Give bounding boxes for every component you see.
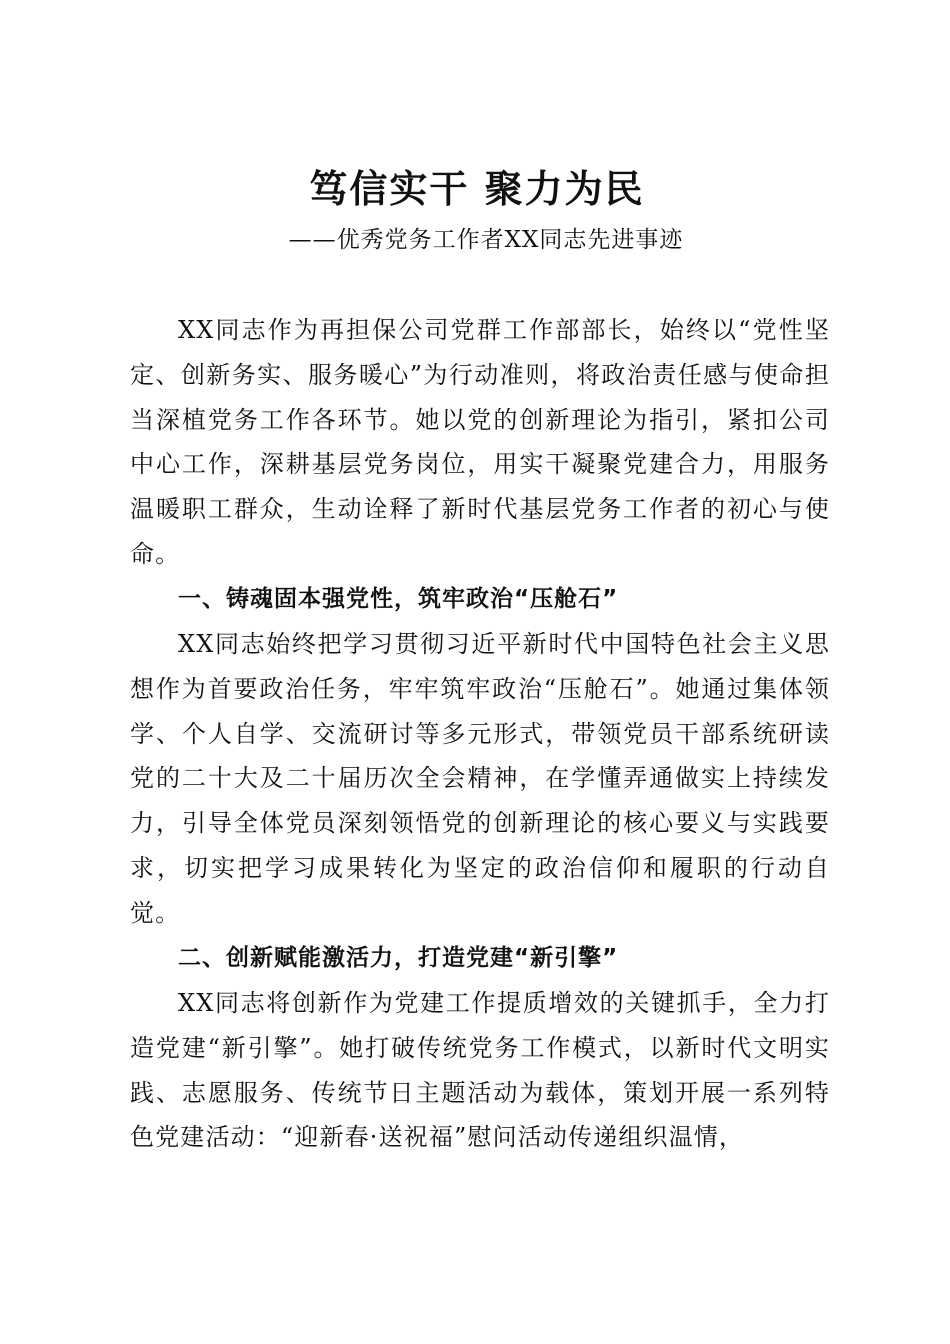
intro-paragraph: XX同志作为再担保公司党群工作部部长，始终以“党性坚定、创新务实、服务暖心”为行动准则，将政治责任感与使命担当深植党务工作各环节。她以党的创新理论为指引，紧扣公司中心工作，深耕基层党务岗位，用实干凝聚党建合力，用服务温暖职工群众，生动诠释了新时代基层党务工作者的初心与使命。 bbox=[130, 316, 830, 568]
document-title: 笃信实干 聚力为民 bbox=[309, 166, 645, 211]
section-2-heading: 二、创新赋能激活力，打造党建“新引擎” bbox=[178, 945, 619, 972]
document-body bbox=[130, 308, 830, 1161]
section-1-heading: 一、铸魂固本强党性，筑牢政治“压舱石” bbox=[178, 586, 619, 613]
document-subtitle: ——优秀党务工作者XX同志先进事迹 bbox=[288, 227, 684, 253]
section-1-paragraph: XX同志始终把学习贯彻习近平新时代中国特色社会主义思想作为首要政治任务，牢牢筑牢政治“压舱石”。她通过集体领学、个人自学、交流研讨等多元形式，带领党员干部系统研读党的二十大及二十届历次全会精神，在学懂弄通做实上持续发力，引导全体党员深刻领悟党的创新理论的核心要义与实践要求，切实把学习成果转化为坚定的政治信仰和履职的行动自觉。 bbox=[130, 630, 830, 927]
section-2-paragraph: XX同志将创新作为党建工作提质增效的关键抓手，全力打造党建“新引擎”。她打破传统党务工作模式，以新时代文明实践、志愿服务、传统节日主题活动为载体，策划开展一系列特色党建活动：“迎新春·送祝福”慰问活动传递组织温情， bbox=[130, 988, 830, 1152]
